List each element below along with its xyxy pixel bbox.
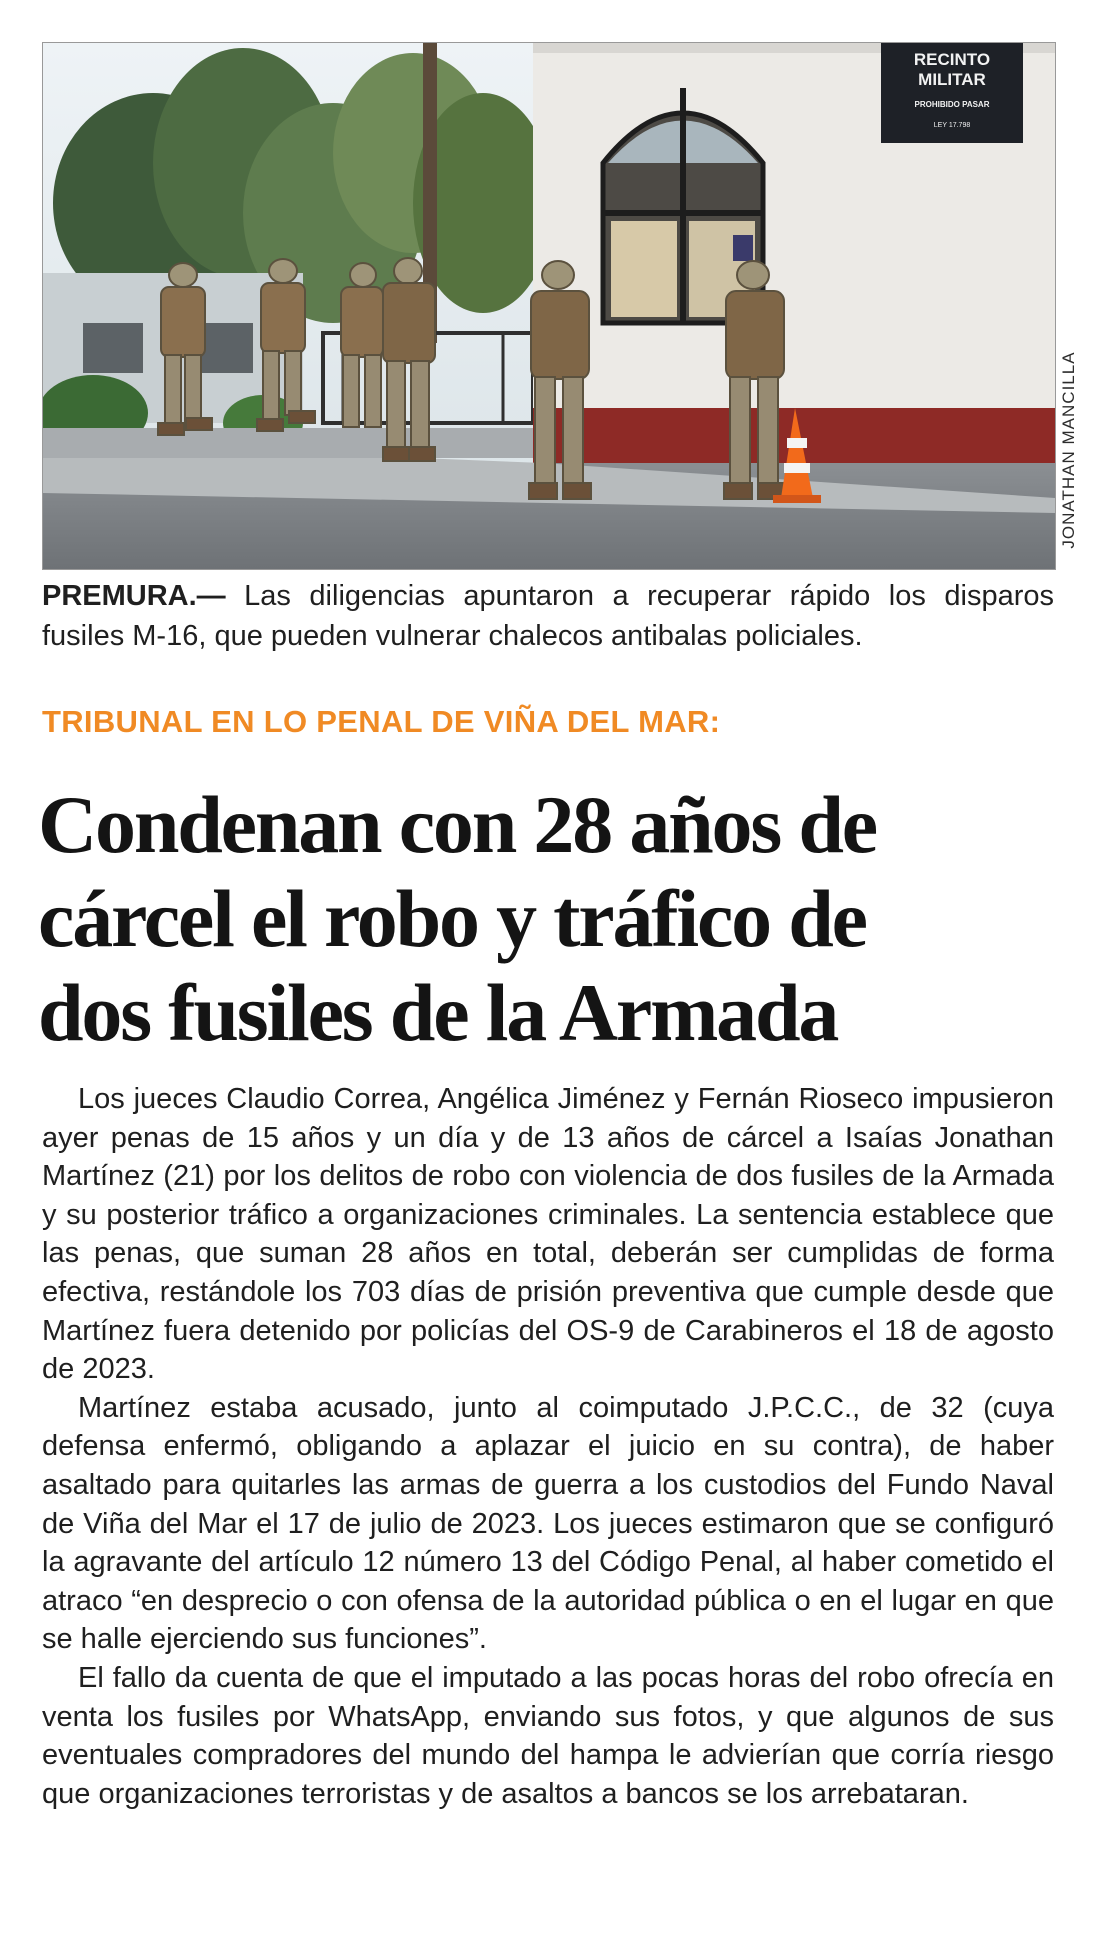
body-paragraph-1: Los jueces Claudio Correa, Angélica Jiménez y Fernán Rioseco impusieron ayer penas de 15 años y un día y de 13 años de cárcel a Isaías Jonathan Martínez (21) por los delitos de robo con violencia de dos fusiles de la Armada y su posterior tráfico a organizaciones criminales. La sentencia establece que las penas, que suman 28 años en total, deberán ser cumplidas de forma efectiva, restándole los 703 días de prisión preventiva que cumple desde que Martínez fuera detenido por policías del OS-9 de Carabineros el 18 de agosto de 2023.: [42, 1083, 1054, 1386]
headline-line-1: Condenan con 28 años de: [38, 779, 876, 870]
caption-text: Las diligencias apuntaron a recuperar rápido los disparos fusiles M-16, que pueden vulnerar chalecos antibalas policiales.: [42, 580, 1054, 652]
sign-text-line2: MILITAR: [918, 70, 986, 89]
headline-line-2: cárcel el robo y tráfico de: [38, 873, 866, 964]
headline-line-3: dos fusiles de la Armada: [38, 967, 838, 1058]
headline: [38, 778, 1068, 1060]
sign-text-line1: RECINTO: [913, 50, 991, 69]
photo-caption: [42, 576, 1054, 656]
section-label: TRIBUNAL EN LO PENAL DE VIÑA DEL MAR:: [42, 704, 721, 739]
photo-credit: JONATHAN MANCILLA: [1059, 351, 1078, 549]
caption-kicker: PREMURA.—: [42, 580, 226, 612]
recinto-militar-sign: [881, 43, 1023, 143]
article-body: [42, 1080, 1054, 1813]
sign-text-line3: PROHIBIDO PASAR: [914, 100, 990, 109]
article-photo: [42, 42, 1056, 570]
soldiers-guard-post-illustration: [43, 43, 1055, 569]
body-paragraph-3: El fallo da cuenta de que el imputado a las pocas horas del robo ofrecía en venta los fusiles por WhatsApp, enviando sus fotos, y que algunos de sus eventuales compradores del mundo del hampa le advierían que corría riesgo que organizaciones terroristas y de asaltos a bancos se los arrebataran.: [42, 1661, 1054, 1810]
body-paragraph-2: Martínez estaba acusado, junto al coimputado J.P.C.C., de 32 (cuya defensa enfermó, obligando a aplazar el juicio en su contra), de haber asaltado para quitarles las armas de guerra a los custodios del Fundo Naval de Viña del Mar el 17 de julio de 2023. Los jueces estimaron que se configuró la agravante del artículo 12 número 13 del Código Penal, al haber cometido el atraco “en desprecio o con ofensa de la autoridad pública o en el lugar en que se halle ejerciendo sus funciones”.: [42, 1391, 1054, 1656]
sign-text-line4: LEY 17.798: [933, 122, 971, 129]
